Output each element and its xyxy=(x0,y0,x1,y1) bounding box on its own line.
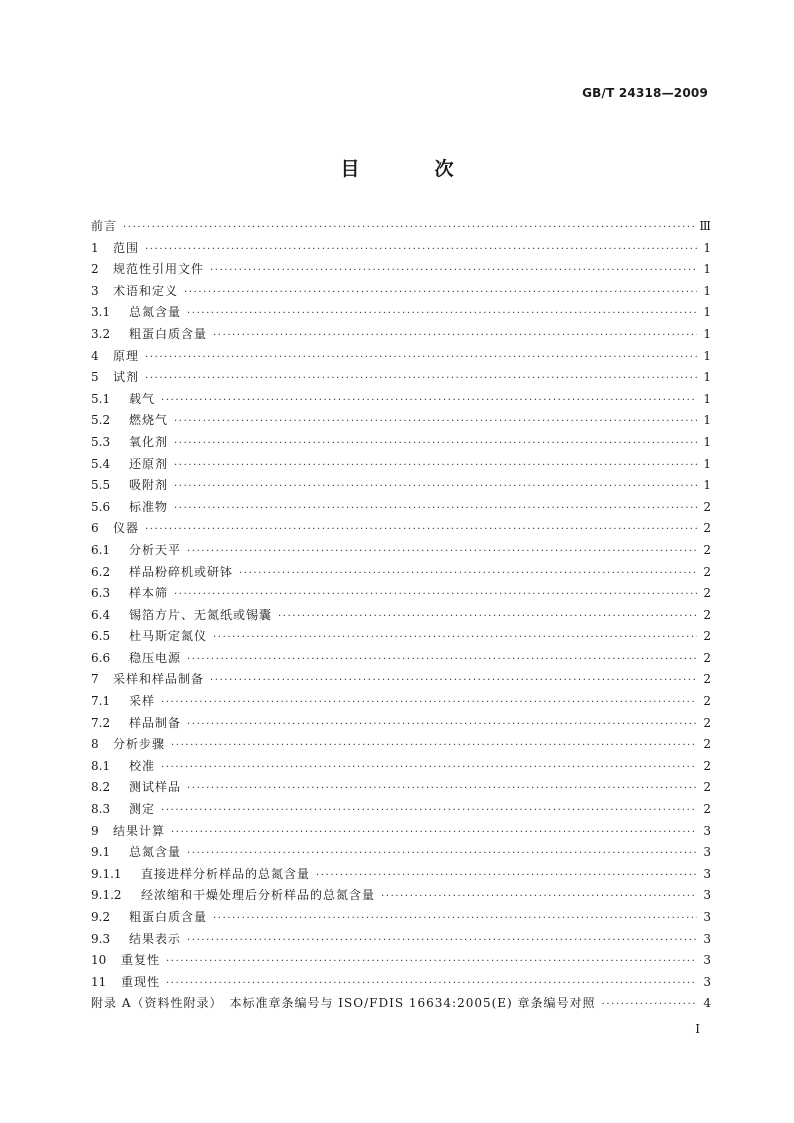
toc-entry-number: 4 xyxy=(91,348,99,363)
toc-entry-page: 1 xyxy=(703,391,711,406)
toc-entry-label: 结果计算 xyxy=(113,823,166,838)
toc-leader-dots xyxy=(316,865,697,887)
toc-entry[interactable] xyxy=(91,281,711,303)
toc-entry[interactable] xyxy=(91,972,711,994)
toc-entry-number: 8.2 xyxy=(91,780,111,795)
toc-entry-page: 3 xyxy=(703,910,711,924)
toc-entry-number: 3.2 xyxy=(91,326,111,341)
toc-entry-label: 校准 xyxy=(129,758,156,773)
toc-entry[interactable] xyxy=(91,691,711,713)
toc-entry[interactable] xyxy=(91,885,711,907)
toc-leader-dots xyxy=(174,411,697,433)
toc-leader-dots xyxy=(174,584,697,606)
toc-entry[interactable] xyxy=(91,410,711,432)
toc-entry-label: 试剂 xyxy=(113,370,140,385)
table-of-contents xyxy=(91,216,711,1015)
page-number: Ⅰ xyxy=(695,1022,700,1036)
toc-entry-label: 附录 A（资料性附录） 本标准章条编号与 ISO/FDIS 16634:2005(E) 章条编号对照 xyxy=(91,996,596,1011)
toc-leader-dots xyxy=(161,390,697,412)
toc-entry-number: 5.2 xyxy=(91,413,111,428)
toc-entry[interactable] xyxy=(91,367,711,389)
toc-entry-label: 总氮含量 xyxy=(129,845,182,860)
toc-entry[interactable] xyxy=(91,475,711,497)
toc-entry[interactable] xyxy=(91,562,711,584)
toc-entry-number: 2 xyxy=(91,262,99,277)
toc-entry-page: 3 xyxy=(703,823,711,838)
toc-leader-dots xyxy=(145,368,697,390)
toc-entry[interactable] xyxy=(91,605,711,627)
toc-entry-number: 5.3 xyxy=(91,434,111,449)
toc-entry-number: 5.4 xyxy=(91,456,111,471)
toc-entry-number: 9.1 xyxy=(91,845,111,860)
toc-entry-label: 稳压电源 xyxy=(129,650,182,665)
toc-entry[interactable] xyxy=(91,626,711,648)
toc-leader-dots xyxy=(145,239,697,261)
toc-leader-dots xyxy=(187,843,697,865)
toc-entry[interactable] xyxy=(91,324,711,346)
toc-entry-number: 7.2 xyxy=(91,715,111,730)
toc-entry-label: 分析天平 xyxy=(129,542,182,557)
toc-entry-page: 2 xyxy=(703,802,711,817)
toc-entry-number: 9.1.2 xyxy=(91,888,122,903)
toc-leader-dots xyxy=(602,994,697,1016)
toc-leader-dots xyxy=(210,260,697,282)
toc-entry-number: 5.5 xyxy=(91,478,111,493)
toc-entry-label: 重现性 xyxy=(121,974,161,989)
toc-leader-dots xyxy=(166,951,697,973)
toc-entry-page: 2 xyxy=(703,607,711,622)
toc-entry-page: 2 xyxy=(703,780,711,795)
toc-entry[interactable] xyxy=(91,216,711,238)
toc-entry[interactable] xyxy=(91,583,711,605)
toc-entry-page: 1 xyxy=(703,478,711,493)
toc-entry-label: 测试样品 xyxy=(129,780,182,795)
toc-entry-label: 采样 xyxy=(129,694,156,709)
toc-leader-dots xyxy=(171,822,697,844)
toc-leader-dots xyxy=(123,217,695,239)
toc-entry-number: 6.6 xyxy=(91,650,111,665)
toc-entry-label: 术语和定义 xyxy=(113,283,179,298)
toc-entry-number: 9.3 xyxy=(91,931,111,946)
toc-entry-number: 9 xyxy=(91,823,99,838)
toc-entry-number: 6.5 xyxy=(91,629,111,644)
toc-leader-dots xyxy=(187,541,697,563)
toc-entry[interactable] xyxy=(91,907,711,929)
toc-entry-label: 还原剂 xyxy=(129,456,169,471)
toc-entry-label: 氧化剂 xyxy=(129,434,169,449)
toc-entry-label: 测定 xyxy=(129,802,156,817)
toc-leader-dots xyxy=(174,433,697,455)
toc-entry-label: 总氮含量 xyxy=(129,305,182,320)
toc-entry-label: 燃烧气 xyxy=(129,413,169,428)
toc-entry-number: 6 xyxy=(91,521,99,536)
toc-entry[interactable] xyxy=(91,842,711,864)
toc-leader-dots xyxy=(166,973,697,995)
toc-entry-number: 6.1 xyxy=(91,542,111,557)
toc-entry[interactable] xyxy=(91,864,711,886)
toc-entry-label: 前言 xyxy=(91,219,118,233)
toc-entry-number: 9.1.1 xyxy=(91,866,122,881)
toc-entry[interactable] xyxy=(91,540,711,562)
toc-entry-page: 2 xyxy=(703,521,711,536)
toc-entry-number: 10 xyxy=(91,953,107,968)
toc-entry[interactable] xyxy=(91,756,711,778)
toc-entry-page: 1 xyxy=(703,240,711,255)
toc-entry-label: 杜马斯定氮仪 xyxy=(129,629,208,644)
toc-entry-label: 粗蛋白质含量 xyxy=(129,910,208,924)
toc-entry-label: 规范性引用文件 xyxy=(113,262,205,277)
toc-entry-number: 7 xyxy=(91,672,99,687)
toc-leader-dots xyxy=(161,800,697,822)
toc-entry[interactable] xyxy=(91,346,711,368)
toc-entry[interactable] xyxy=(91,734,711,756)
toc-entry-label: 标准物 xyxy=(129,499,169,514)
toc-leader-dots xyxy=(210,670,697,692)
toc-entry-number: 11 xyxy=(91,974,107,989)
toc-entry-label: 样本筛 xyxy=(129,586,169,601)
toc-leader-dots xyxy=(145,347,697,369)
toc-leader-dots xyxy=(161,692,697,714)
toc-entry-label: 样品粉碎机或研钵 xyxy=(129,564,234,579)
toc-entry[interactable] xyxy=(91,518,711,540)
toc-entry-number: 3.1 xyxy=(91,305,111,320)
toc-leader-dots xyxy=(187,714,697,736)
toc-entry[interactable] xyxy=(91,669,711,691)
page-title: 目 次 xyxy=(340,158,482,180)
toc-entry-page: 1 xyxy=(703,262,711,277)
toc-entry[interactable] xyxy=(91,259,711,281)
toc-entry-label: 分析步骤 xyxy=(113,737,166,752)
toc-entry[interactable] xyxy=(91,302,711,324)
toc-entry-label: 经浓缩和干燥处理后分析样品的总氮含量 xyxy=(141,888,376,903)
toc-entry[interactable] xyxy=(91,432,711,454)
toc-entry-page: 1 xyxy=(703,326,711,341)
toc-entry-number: 8.1 xyxy=(91,758,111,773)
toc-entry-label: 重复性 xyxy=(121,953,161,968)
toc-entry-label: 结果表示 xyxy=(129,931,182,946)
toc-entry-page: 3 xyxy=(703,845,711,860)
toc-entry-label: 粗蛋白质含量 xyxy=(129,326,208,341)
toc-entry-number: 5.1 xyxy=(91,391,111,406)
toc-leader-dots xyxy=(145,519,697,541)
toc-entry-page: 3 xyxy=(703,888,711,903)
toc-entry-number: 8 xyxy=(91,737,99,752)
toc-entry-page: 3 xyxy=(703,866,711,881)
toc-entry-page: 3 xyxy=(703,931,711,946)
toc-entry[interactable] xyxy=(91,497,711,519)
toc-entry-page: 1 xyxy=(703,305,711,320)
toc-entry[interactable] xyxy=(91,821,711,843)
toc-entry-page: 2 xyxy=(703,542,711,557)
toc-entry-number: 6.2 xyxy=(91,564,111,579)
toc-entry-page: 2 xyxy=(703,499,711,514)
toc-entry[interactable] xyxy=(91,777,711,799)
toc-leader-dots xyxy=(381,886,697,908)
toc-entry-page: 2 xyxy=(703,694,711,709)
toc-entry-label: 仪器 xyxy=(113,521,140,536)
toc-entry[interactable] xyxy=(91,238,711,260)
toc-leader-dots xyxy=(171,735,697,757)
toc-leader-dots xyxy=(213,627,697,649)
toc-leader-dots xyxy=(213,325,697,347)
toc-entry-page: 2 xyxy=(703,715,711,730)
toc-entry-page: 1 xyxy=(703,283,711,298)
toc-entry-number: 5.6 xyxy=(91,499,111,514)
toc-entry[interactable] xyxy=(91,648,711,670)
toc-leader-dots xyxy=(174,498,697,520)
toc-entry-page: 2 xyxy=(703,586,711,601)
toc-entry-label: 采样和样品制备 xyxy=(113,672,205,687)
toc-entry-page: 2 xyxy=(703,672,711,687)
toc-entry-page: 1 xyxy=(703,370,711,385)
toc-entry-number: 3 xyxy=(91,283,99,298)
toc-entry-page: 3 xyxy=(703,953,711,968)
toc-leader-dots xyxy=(174,455,697,477)
toc-entry-page: 1 xyxy=(703,434,711,449)
toc-entry-number: 5 xyxy=(91,370,99,385)
toc-entry-page: 2 xyxy=(703,758,711,773)
toc-entry-label: 锡箔方片、无氮纸或锡囊 xyxy=(129,607,273,622)
toc-entry[interactable] xyxy=(91,993,711,1015)
toc-entry[interactable] xyxy=(91,950,711,972)
toc-leader-dots xyxy=(239,563,697,585)
toc-entry-number: 8.3 xyxy=(91,802,111,817)
toc-leader-dots xyxy=(187,649,697,671)
toc-entry-page: 1 xyxy=(703,413,711,428)
toc-entry-page: 2 xyxy=(703,629,711,644)
toc-entry-label: 载气 xyxy=(129,391,156,406)
toc-entry[interactable] xyxy=(91,389,711,411)
toc-leader-dots xyxy=(187,303,697,325)
toc-entry-page: 2 xyxy=(703,737,711,752)
toc-entry-label: 直接进样分析样品的总氮含量 xyxy=(141,866,311,881)
toc-entry-number: 1 xyxy=(91,240,99,255)
toc-leader-dots xyxy=(174,476,697,498)
toc-entry-label: 原理 xyxy=(113,348,140,363)
toc-entry-number: 7.1 xyxy=(91,694,111,709)
toc-leader-dots xyxy=(161,757,697,779)
toc-entry-number: 6.3 xyxy=(91,586,111,601)
toc-entry[interactable] xyxy=(91,713,711,735)
standard-code: GB/T 24318—2009 xyxy=(582,86,708,100)
toc-leader-dots xyxy=(278,606,697,628)
toc-entry[interactable] xyxy=(91,454,711,476)
toc-leader-dots xyxy=(187,778,697,800)
toc-leader-dots xyxy=(184,282,697,304)
toc-entry-number: 9.2 xyxy=(91,910,111,924)
toc-entry-label: 样品制备 xyxy=(129,715,182,730)
toc-entry-label: 吸附剂 xyxy=(129,478,169,493)
toc-entry-number: 6.4 xyxy=(91,607,111,622)
toc-entry-page: Ⅲ xyxy=(699,219,711,233)
toc-entry-page: 1 xyxy=(703,456,711,471)
toc-entry[interactable] xyxy=(91,799,711,821)
toc-entry-page: 3 xyxy=(703,974,711,989)
toc-entry-page: 1 xyxy=(703,348,711,363)
toc-leader-dots xyxy=(187,930,697,952)
toc-entry-page: 2 xyxy=(703,650,711,665)
toc-leader-dots xyxy=(213,908,697,930)
toc-entry[interactable] xyxy=(91,929,711,951)
toc-entry-page: 2 xyxy=(703,564,711,579)
toc-entry-page: 4 xyxy=(703,996,711,1011)
toc-entry-label: 范围 xyxy=(113,240,140,255)
